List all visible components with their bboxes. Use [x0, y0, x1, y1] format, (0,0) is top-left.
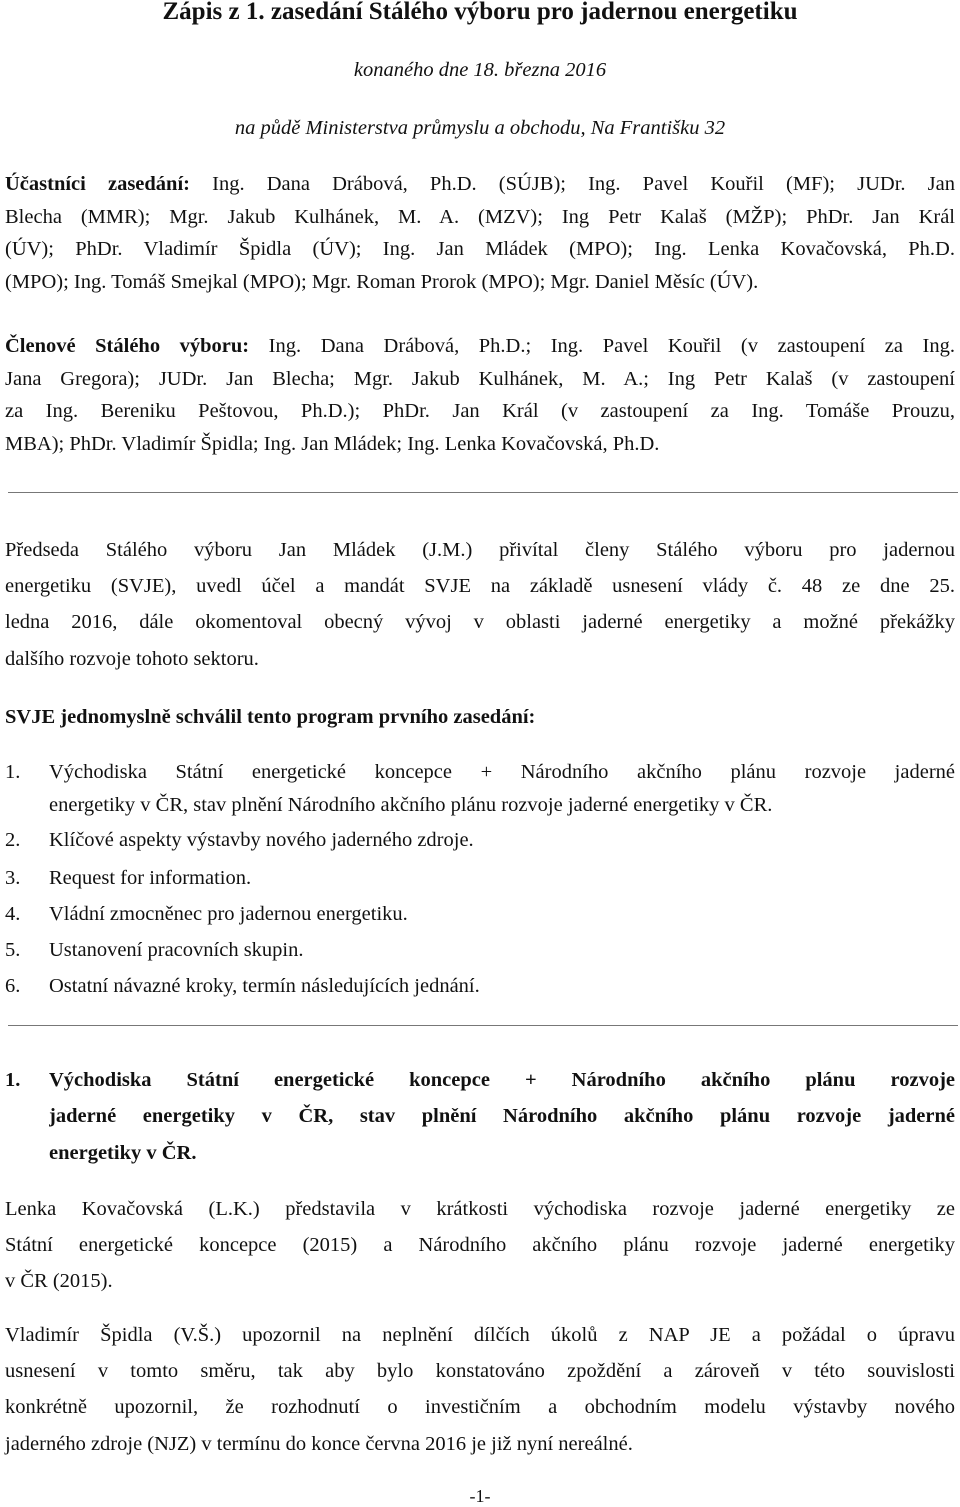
item-text: energetiky v ČR, stav plnění Národního akčního plánu rozvoje jaderné energetiky v ČR. [49, 793, 773, 816]
members-line: Jana Gregora); JUDr. Jan Blecha; Mgr. Jakub Kulhánek, M. A.; Ing Petr Kalaš (v zastoupení [5, 367, 955, 390]
divider-line [8, 492, 958, 493]
members-line: za Ing. Bereniku Peštovou, Ph.D.); PhDr. Jan Král (v zastoupení za Ing. Tomáše Prouzu, [5, 400, 955, 423]
item-text: Ostatní návazné kroky, termín následujících jednání. [49, 975, 480, 997]
item-number: 3. [5, 867, 21, 889]
participants-block [5, 168, 955, 298]
paragraph-line: Státní energetické koncepce (2015) a Národního akčního plánu rozvoje jaderné energetiky [5, 1234, 955, 1257]
item-number: 1. [5, 761, 21, 783]
item-number: 5. [5, 939, 21, 961]
meeting-place: na půdě Ministerstva průmyslu a obchodu, Na Františku 32 [234, 117, 726, 139]
section-title-line: Východiska Státní energetické koncepce + Národního akčního plánu rozvoje [49, 1069, 955, 1091]
participants-label: Účastníci zasedání: [5, 173, 190, 195]
item-text: Východiska Státní energetické koncepce + Národního akčního plánu rozvoje jaderné [49, 761, 955, 783]
paragraph-line: usnesení v tomto směru, tak aby bylo konstatováno zpoždění a zároveň v této souvislosti [5, 1360, 955, 1383]
paragraph-kovacovska [5, 1191, 955, 1300]
members-label: Členové Stálého výboru: [5, 335, 250, 357]
members-line: MBA); PhDr. Vladimír Špidla; Ing. Jan Mládek; Ing. Lenka Kovačovská, Ph.D. [5, 432, 660, 455]
item-text: Ustanovení pracovních skupin. [49, 939, 304, 961]
program-heading: SVJE jednomyslně schválil tento program prvního zasedání: [5, 706, 536, 728]
participants-line: Blecha (MMR); Mgr. Jakub Kulhánek, M. A. (MZV); Ing Petr Kalaš (MŽP); PhDr. Jan Král [5, 205, 955, 228]
document-title: Zápis z 1. zasedání Stálého výboru pro jadernou energetiku [162, 0, 798, 25]
paragraph-line: Lenka Kovačovská (L.K.) představila v krátkosti východiska rozvoje jaderné energetiky ze [5, 1198, 955, 1220]
page-number: -1- [469, 1486, 491, 1506]
paragraph-line: Předseda Stálého výboru Jan Mládek (J.M.) přivítal členy Stálého výboru pro jadernou [5, 539, 955, 561]
paragraph-line: v ČR (2015). [5, 1270, 113, 1293]
section-title-line: energetiky v ČR. [49, 1141, 197, 1164]
paragraph-line: jaderného zdroje (NJZ) v termínu do konce června 2016 je již nyní nereálné. [5, 1432, 633, 1455]
item-text: Request for information. [49, 867, 252, 889]
participants-line: (MPO); Ing. Tomáš Smejkal (MPO); Mgr. Roman Prorok (MPO); Mgr. Daniel Měsíc (ÚV). [5, 270, 759, 293]
paragraph-line: konkrétně upozornil, že rozhodnutí o investičním a obchodním modelu výstavby nového [5, 1396, 955, 1419]
section-title-line: jaderné energetiky v ČR, stav plnění Národního akčního plánu rozvoje jaderné [49, 1105, 955, 1128]
paragraph-line: Vladimír Špidla (V.Š.) upozornil na neplnění dílčích úkolů z NAP JE a požádal o úpravu [5, 1324, 955, 1346]
members-block [5, 330, 955, 460]
section-number: 1. [5, 1069, 21, 1091]
item-text: Vládní zmocněnec pro jadernou energetiku. [49, 903, 408, 925]
item-number: 4. [5, 903, 21, 925]
intro-paragraph [5, 532, 955, 677]
item-number: 6. [5, 975, 21, 997]
divider-line [8, 1025, 958, 1026]
paragraph-line: ledna 2016, dále okomentoval obecný vývoj v oblasti jaderné energetiky a možné překážky [5, 611, 955, 634]
participants-line: Účastníci zasedání: Ing. Dana Drábová, Ph.D. (SÚJB); Ing. Pavel Kouřil (MF); JUDr. Jan [5, 173, 955, 195]
paragraph-spidla [5, 1317, 955, 1462]
meeting-date: konaného dne 18. března 2016 [353, 59, 607, 81]
item-text: Klíčové aspekty výstavby nového jaderného zdroje. [49, 829, 474, 851]
participants-line: (ÚV); PhDr. Vladimír Špidla (ÚV); Ing. Jan Mládek (MPO); Ing. Lenka Kovačovská, Ph.D. [5, 238, 955, 261]
paragraph-line: dalšího rozvoje tohoto sektoru. [5, 647, 259, 670]
item-number: 2. [5, 829, 21, 851]
paragraph-line: energetiku (SVJE), uvedl účel a mandát SVJE na základě usnesení vlády č. 48 ze dne 25. [5, 575, 955, 598]
members-line: Členové Stálého výboru: Ing. Dana Drábová, Ph.D.; Ing. Pavel Kouřil (v zastoupení za Ing. [5, 335, 955, 357]
